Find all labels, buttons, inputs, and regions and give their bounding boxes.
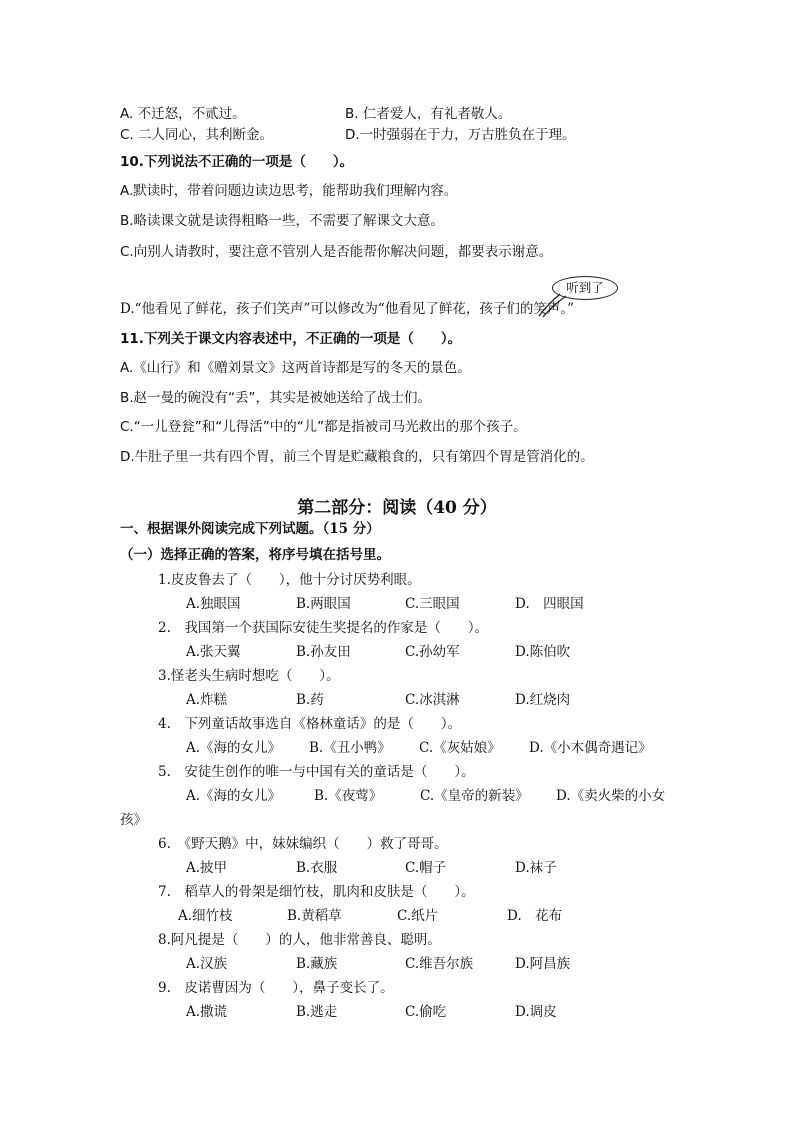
q11-option-c: C.“一儿登瓮”和“儿得活”中的“儿”都是指被司马光救出的那个孩子。 — [120, 419, 527, 435]
question-9-stem: 9. 皮诺曹因为（ ），鼻子变长了。 — [158, 980, 394, 996]
annotation-bubble: 听到了 — [552, 276, 618, 300]
q9-option-d: D.一时强弱在于力，万古胜负在于理。 — [345, 127, 576, 143]
question-3-stem: 3.怪老头生病时想吃（ ）。 — [158, 668, 340, 684]
question-6-option-b: B.衣服 — [296, 860, 338, 876]
question-2-option-a: A.张天翼 — [186, 644, 241, 660]
q11-option-a: A.《山行》和《赠刘景文》这两首诗都是写的冬天的景色。 — [120, 360, 471, 376]
question-9-option-b: B.逃走 — [296, 1004, 338, 1020]
question-1-stem: 1.皮皮鲁去了（ ），他十分讨厌势利眼。 — [158, 572, 421, 588]
part2-title: 第二部分：阅读（40 分） — [297, 498, 497, 518]
q10-option-c: C.向别人请教时，要注意不管别人是否能帮你解决问题，都要表示谢意。 — [120, 244, 553, 260]
question-9-option-c: C.偷吃 — [405, 1004, 447, 1020]
question-6-option-c: C.帽子 — [405, 860, 447, 876]
question-1-option-b: B.两眼国 — [296, 596, 351, 612]
q9-option-b: B. 仁者爱人，有礼者敬人。 — [345, 106, 512, 122]
question-5-option-b: B.《夜莺》 — [314, 788, 383, 804]
part2-instruction: （一）选择正确的答案，将序号填在括号里。 — [120, 547, 390, 563]
question-1-option-c: C.三眼国 — [405, 596, 460, 612]
q9-option-c: C. 二人同心，其利断金。 — [120, 127, 274, 143]
question-7-option-a: A.细竹枝 — [178, 908, 233, 924]
q10-option-b: B.略读课文就是读得粗略一些，不需要了解课文大意。 — [120, 213, 445, 229]
question-8-option-a: A.汉族 — [186, 956, 228, 972]
part2-subtitle: 一、根据课外阅读完成下列试题。（15 分） — [120, 521, 380, 537]
question-4-option-c: C.《灰姑娘》 — [419, 740, 501, 756]
question-1-option-a: A.独眼国 — [186, 596, 241, 612]
question-5-option-d-wrap: 孩》 — [120, 812, 147, 828]
q11-option-b: B.赵一曼的碗没有“丢”，其实是被她送给了战士们。 — [120, 390, 432, 406]
question-4-option-a: A.《海的女儿》 — [186, 740, 282, 756]
question-6-option-a: A.披甲 — [186, 860, 228, 876]
question-1-option-d: D. 四眼国 — [515, 596, 584, 612]
q10-stem: 10.下列说法不正确的一项是（ ）。 — [120, 154, 354, 170]
question-2-option-b: B.孙友田 — [296, 644, 351, 660]
question-4-stem: 4. 下列童话故事选自《格林童话》的是（ ）。 — [158, 716, 462, 732]
question-7-stem: 7. 稻草人的骨架是细竹枝，肌肉和皮肤是（ ）。 — [158, 884, 475, 900]
q10-option-a: A.默读时，带着问题边读边思考，能帮助我们理解内容。 — [120, 183, 458, 199]
question-7-option-c: C.纸片 — [397, 908, 439, 924]
question-2-option-d: D.陈伯吹 — [515, 644, 571, 660]
question-8-option-b: B.藏族 — [296, 956, 338, 972]
question-2-option-c: C.孙幼军 — [405, 644, 460, 660]
question-8-option-d: D.阿昌族 — [515, 956, 571, 972]
question-3-option-d: D.红烧肉 — [515, 692, 571, 708]
question-3-option-c: C.冰淇淋 — [405, 692, 460, 708]
question-6-stem: 6. 《野天鹅》中，妹妹编织（ ）救了哥哥。 — [158, 836, 448, 852]
question-8-stem: 8.阿凡提是（ ）的人，他非常善良、聪明。 — [158, 932, 441, 948]
question-6-option-d: D.袜子 — [515, 860, 557, 876]
question-4-option-b: B.《丑小鸭》 — [309, 740, 391, 756]
question-5-option-a: A.《海的女儿》 — [186, 788, 282, 804]
question-5-option-c: C.《皇帝的新装》 — [420, 788, 529, 804]
question-9-option-d: D.调皮 — [515, 1004, 557, 1020]
question-4-option-d: D.《小木偶奇遇记》 — [529, 740, 652, 756]
question-7-option-d: D. 花布 — [507, 908, 563, 924]
question-3-option-a: A.炸糕 — [186, 692, 228, 708]
question-5-stem: 5. 安徒生创作的唯一与中国有关的童话是（ ）。 — [158, 764, 475, 780]
q9-option-a: A. 不迁怒，不贰过。 — [120, 106, 246, 122]
question-2-stem: 2. 我国第一个获国际安徒生奖提名的作家是（ ）。 — [158, 620, 489, 636]
q11-option-d: D.牛肚子里一共有四个胃，前三个胃是贮藏粮食的，只有第四个胃是管消化的。 — [120, 449, 594, 465]
q11-stem: 11.下列关于课文内容表述中，不正确的一项是（ ）。 — [120, 331, 462, 347]
question-8-option-c: C.维吾尔族 — [405, 956, 474, 972]
question-7-option-b: B.黄稻草 — [287, 908, 342, 924]
question-9-option-a: A.撒谎 — [186, 1004, 228, 1020]
question-3-option-b: B.药 — [296, 692, 324, 708]
question-5-option-d: D.《卖火柴的小女 — [556, 788, 666, 804]
q10-option-d: D.“他看见了鲜花，孩子们笑声”可以修改为“他看见了鲜花，孩子们的笑声。” — [120, 301, 574, 317]
